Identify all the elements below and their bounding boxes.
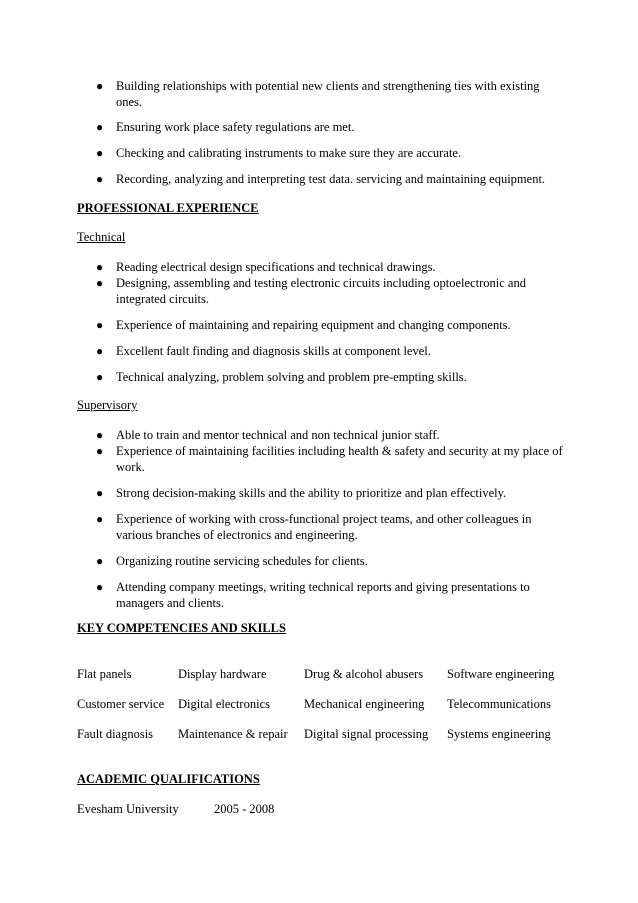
list-item-text: Organizing routine servicing schedules for clients.	[116, 554, 368, 568]
table-cell: Digital electronics	[178, 697, 270, 711]
table-cell: Flat panels	[77, 667, 132, 681]
bullet-icon: ●	[96, 120, 104, 134]
supervisory-bullet-list	[96, 427, 566, 611]
table-cell: Customer service	[77, 697, 165, 711]
list-item	[96, 317, 566, 333]
bullet-icon: ●	[96, 344, 104, 358]
table-row	[77, 696, 554, 726]
table-cell: Maintenance & repair	[178, 727, 288, 741]
list-item-text: Excellent fault finding and diagnosis skills at component level.	[116, 344, 431, 358]
supervisory-subheading: Supervisory	[77, 398, 138, 412]
table-cell: Telecommunications	[447, 697, 551, 711]
technical-bullet-list	[96, 259, 566, 385]
table-cell: Fault diagnosis	[77, 727, 154, 741]
list-item	[96, 78, 566, 110]
intro-bullet-list	[96, 78, 566, 187]
list-item	[96, 579, 566, 611]
list-item-text: Strong decision-making skills and the ability to prioritize and plan effectively.	[116, 486, 507, 500]
list-item-text: Able to train and mentor technical and non technical junior staff.	[116, 428, 440, 442]
key-competencies-heading: KEY COMPETENCIES AND SKILLS	[77, 621, 286, 635]
bullet-icon: ●	[96, 580, 104, 594]
list-item	[96, 369, 566, 385]
list-item	[96, 485, 566, 501]
list-item-text: Technical analyzing, problem solving and problem pre-empting skills.	[116, 370, 467, 384]
bullet-icon: ●	[96, 276, 104, 290]
technical-subheading: Technical	[77, 230, 126, 244]
list-item-text: Building relationships with potential new clients and strengthening ties with existing ones.	[116, 79, 540, 109]
list-item	[96, 443, 566, 475]
list-item	[96, 511, 566, 543]
bullet-icon: ●	[96, 146, 104, 160]
table-cell: Display hardware	[178, 667, 267, 681]
table-row	[77, 726, 554, 756]
table-cell: Software engineering	[447, 667, 555, 681]
list-item	[96, 553, 566, 569]
list-item-text: Reading electrical design specifications and technical drawings.	[116, 260, 436, 274]
list-item-text: Experience of maintaining facilities including health & safety and security at my place of work.	[116, 444, 563, 474]
education-period: 2005 - 2008	[214, 802, 275, 816]
list-item-text: Experience of working with cross-functional project teams, and other colleagues in various branches of electronics and engineering.	[116, 512, 532, 542]
table-cell: Digital signal processing	[304, 727, 429, 741]
list-item	[96, 145, 566, 161]
list-item-text: Experience of maintaining and repairing equipment and changing components.	[116, 318, 511, 332]
bullet-icon: ●	[96, 370, 104, 384]
bullet-icon: ●	[96, 172, 104, 186]
bullet-icon: ●	[96, 486, 104, 500]
list-item-text: Attending company meetings, writing technical reports and giving presentations to managers and clients.	[116, 580, 530, 610]
list-item-text: Ensuring work place safety regulations are met.	[116, 120, 355, 134]
bullet-icon: ●	[96, 318, 104, 332]
list-item	[96, 275, 566, 307]
bullet-icon: ●	[96, 444, 104, 458]
list-item	[96, 171, 566, 187]
bullet-icon: ●	[96, 428, 104, 442]
skills-table	[77, 666, 554, 756]
bullet-icon: ●	[96, 512, 104, 526]
list-item	[96, 259, 566, 275]
bullet-icon: ●	[96, 260, 104, 274]
institution-name: Evesham University	[77, 802, 179, 816]
table-cell: Systems engineering	[447, 727, 551, 741]
list-item-text: Designing, assembling and testing electronic circuits including optoelectronic and integrated circuits.	[116, 276, 526, 306]
academic-qualifications-heading: ACADEMIC QUALIFICATIONS	[77, 772, 260, 786]
professional-experience-heading: PROFESSIONAL EXPERIENCE	[77, 201, 259, 215]
table-cell: Mechanical engineering	[304, 697, 425, 711]
list-item-text: Recording, analyzing and interpreting test data. servicing and maintaining equipment.	[116, 172, 546, 186]
bullet-icon: ●	[96, 79, 104, 93]
education-entry	[77, 801, 275, 817]
list-item	[96, 119, 566, 135]
table-row	[77, 666, 554, 696]
list-item-text: Checking and calibrating instruments to make sure they are accurate.	[116, 146, 462, 160]
list-item	[96, 427, 566, 443]
bullet-icon: ●	[96, 554, 104, 568]
list-item	[96, 343, 566, 359]
table-cell: Drug & alcohol abusers	[304, 667, 424, 681]
